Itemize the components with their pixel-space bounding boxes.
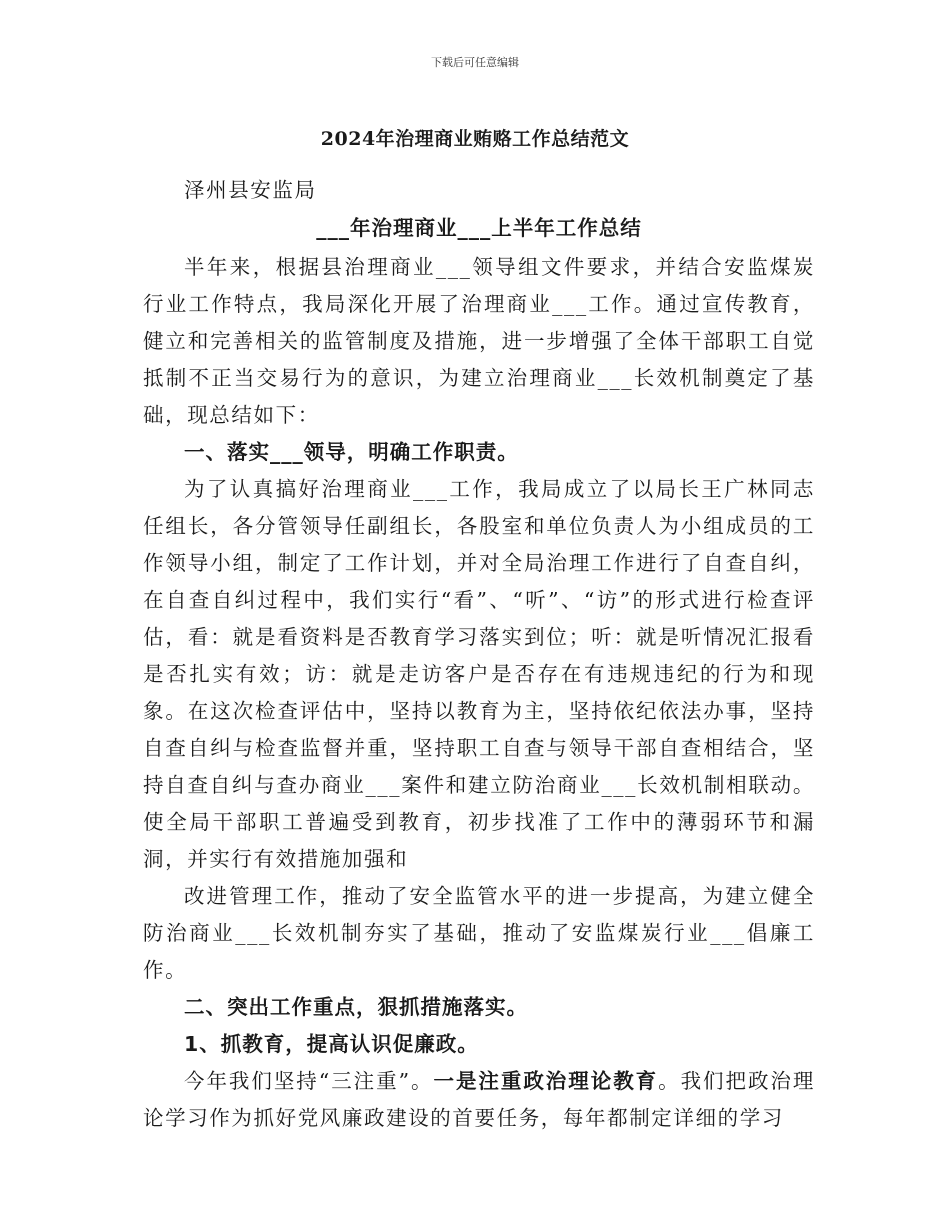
document-title: 2024年治理商业贿赂工作总结范文: [320, 128, 630, 150]
document-subtitle: ___年治理商业___上半年工作总结: [316, 216, 642, 240]
document-body: [143, 172, 815, 1137]
section-heading-1: 一、落实___领导，明确工作职责。: [184, 440, 519, 464]
paragraph-education-rest: 。我们把政治理论学习作为抓好党风廉政建设的首要任务，每年都制定详细的学习: [143, 1069, 815, 1130]
paragraph-education: [143, 1063, 815, 1137]
paragraph-intro: 半年来，根据县治理商业___领导组文件要求，并结合安监煤炭行业工作特点，我局深化开展了治理商业___工作。通过宣传教育，健立和完善相关的监管制度及措施，进一步增强了全体干部职工自觉抵制不正当交易行为的意识，为建立治理商业___长效机制奠定了基础，现总结如下：: [143, 255, 815, 427]
section-heading-2: 二、突出工作重点，狠抓措施落实。: [184, 995, 528, 1019]
paragraph-education-bold: 一是注重政治理论教育: [433, 1069, 659, 1093]
paragraph-education-lead: 今年我们坚持“三注重”。: [184, 1069, 434, 1093]
paragraph-management: 改进管理工作，推动了安全监管水平的进一步提高，为建立健全防治商业___长效机制夯实了基础，推动了安监煤炭行业___倡廉工作。: [143, 884, 815, 982]
header-note: 下载后可任意编辑: [431, 56, 519, 69]
paragraph-leadership: 为了认真搞好治理商业___工作，我局成立了以局长王广林同志任组长，各分管领导任副组长，各股室和单位负责人为小组成员的工作领导小组，制定了工作计划，并对全局治理工作进行了自查自纠，在自查自纠过程中，我们实行“看”、“听”、“访”的形式进行检查评估，看：就是看资料是否教育学习落实到位；听：就是听情况汇报看是否扎实有效；访：就是走访客户是否存在有违规违纪的行为和现象。在这次检查评估中，坚持以教育为主，坚持依纪依法办事，坚持自查自纠与检查监督并重，坚持职工自查与领导干部自查相结合，坚持自查自纠与查办商业___案件和建立防治商业___长效机制相联动。使全局干部职工普遍受到教育，初步找准了工作中的薄弱环节和漏洞，并实行有效措施加强和: [143, 477, 815, 871]
organization-name: 泽州县安监局: [184, 178, 317, 202]
subsection-heading-1: 1、抓教育，提高认识促廉政。: [184, 1032, 479, 1056]
